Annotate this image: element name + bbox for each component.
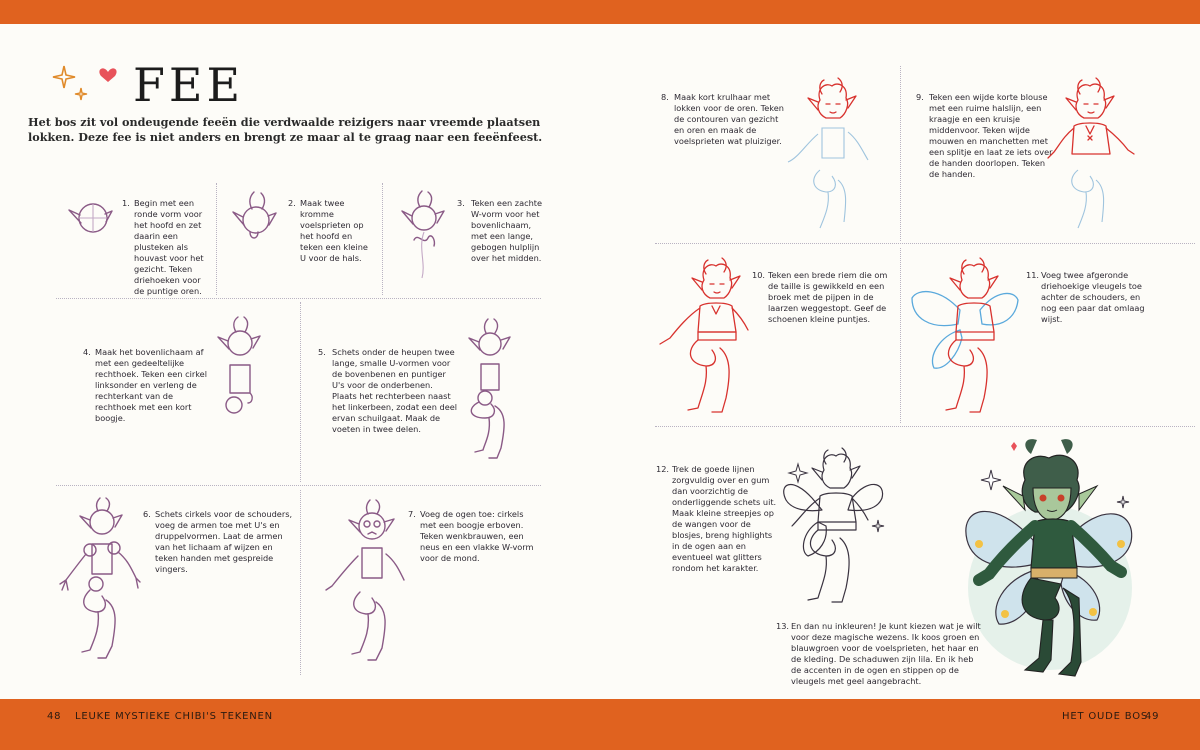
step-number: 8. <box>661 92 669 102</box>
step-number: 5. <box>318 347 326 357</box>
step12-lineart <box>782 448 892 613</box>
step7-face-sketch <box>322 500 412 675</box>
step-text: En dan nu inkleuren! Je kunt kiezen wat je wilt voor deze magische wezens. Ik koos groen en blauwgroen voor de voelsprieten, het haar en de kleding. De schaduwen zijn lila. En ik heb de accenten in de ogen en stippen op de vleugels met geel aangebracht. <box>791 621 981 686</box>
step-number: 3. <box>457 198 465 208</box>
step-text: Begin met een ronde vorm voor het hoofd en zet daarin een plusteken als houvast voor het gezicht. Teken driehoeken voor de puntige oren. <box>134 198 204 296</box>
right-page-number: 49 <box>1145 711 1160 722</box>
step-number: 1. <box>122 198 130 208</box>
step6-arms-sketch <box>60 500 140 670</box>
divider <box>900 248 901 423</box>
step-text: Teken een zachte W-vorm voor het bovenlichaam, met een lange, gebogen hulplijn over het midden. <box>471 198 543 263</box>
divider <box>56 485 541 486</box>
top-color-band <box>0 0 1200 24</box>
divider <box>216 183 217 295</box>
step2-antennae-sketch <box>228 188 288 248</box>
step-number: 6. <box>143 509 151 519</box>
step3-torso-sketch <box>396 188 456 283</box>
step8-hair-sketch <box>782 78 882 228</box>
step5-legs-sketch <box>455 318 530 468</box>
divider <box>655 243 1195 244</box>
intro-paragraph: Het bos zit vol ondeugende feeën die verdwaalde reizigers naar vreemde plaatsen lokken. Deze fee is niet anders en brengt ze maar al te graag naar een feeënfeest. <box>28 115 543 144</box>
step-text: Teken een wijde korte blouse met een ruime halslijn, een kraagje en een kruisje middenvoor. Teken wijde mouwen en manchetten met een splitje en laat ze iets over de handen doorlopen. Teken de handen. <box>929 92 1053 179</box>
right-running-title: HET OUDE BOS <box>1062 711 1149 722</box>
footer-band <box>0 699 1200 750</box>
step-text: Schets onder de heupen twee lange, smalle U-vormen voor de bovenbenen en puntiger U's voor de onderbenen. Plaats het rechterbeen naast het linkerbeen, zodat een deel ervan schuilgaat. Maak de voeten in twee delen. <box>332 347 458 434</box>
divider <box>56 298 541 299</box>
step11-wings-sketch <box>910 258 1020 418</box>
divider <box>300 490 301 675</box>
step-text: Maak twee kromme voelsprieten op het hoofd en teken een kleine U voor de hals. <box>300 198 368 263</box>
step-text: Maak het bovenlichaam af met een gedeeltelijke rechthoek. Teken een cirkel linksonder en verleng de rechterkant van de rechthoek met een kort boogje. <box>95 347 207 423</box>
step-text: Voeg twee afgeronde driehoekige vleugels toe achter de schouders, en nog een paar dat omlaag wijst. <box>1041 270 1145 324</box>
step-number: 13. <box>776 621 790 631</box>
step1-head-sketch <box>66 195 116 245</box>
step-number: 7. <box>408 509 416 519</box>
step-text: Teken een brede riem die om de taille is gewikkeld en een broek met de pijpen in de laarzen weggestopt. Geef de schoenen kleine puntjes. <box>768 270 888 324</box>
step9-blouse-sketch <box>1040 78 1140 228</box>
divider <box>382 183 383 295</box>
page-title: FEE <box>133 58 245 112</box>
step-number: 12. <box>656 464 670 474</box>
step-number: 11. <box>1026 270 1040 280</box>
step-number: 2. <box>288 198 296 208</box>
left-running-title: LEUKE MYSTIEKE CHIBI'S TEKENEN <box>75 711 273 722</box>
sparkle-icons <box>50 60 130 110</box>
divider <box>655 426 1195 427</box>
step-text: Maak kort krulhaar met lokken voor de oren. Teken de contouren van gezicht en oren en maak de voelsprieten wat pluiziger. <box>674 92 784 146</box>
step-number: 9. <box>916 92 924 102</box>
divider <box>300 302 301 482</box>
step-number: 10. <box>752 270 766 280</box>
step4-body-sketch <box>212 315 272 425</box>
step-number: 4. <box>83 347 91 357</box>
step10-pants-sketch <box>656 258 751 418</box>
step-text: Trek de goede lijnen zorgvuldig over en gum dan voorzichtig de onderliggende schets uit. Maak kleine streepjes op de wangen voor de blosjes, breng highlights in de ogen aan en eventueel wat glitters rondom het karakter. <box>672 464 777 573</box>
divider <box>900 66 901 241</box>
step-text: Schets cirkels voor de schouders, voeg de armen toe met U's en druppelvormen. Laat de armen van het lichaam af wijzen en teken handen met gespreide vingers. <box>155 509 293 574</box>
step-text: Voeg de ogen toe: cirkels met een boogje erboven. Teken wenkbrauwen, een neus en een vlakke W-vorm voor de mond. <box>420 509 534 563</box>
left-page-number: 48 <box>47 711 62 722</box>
